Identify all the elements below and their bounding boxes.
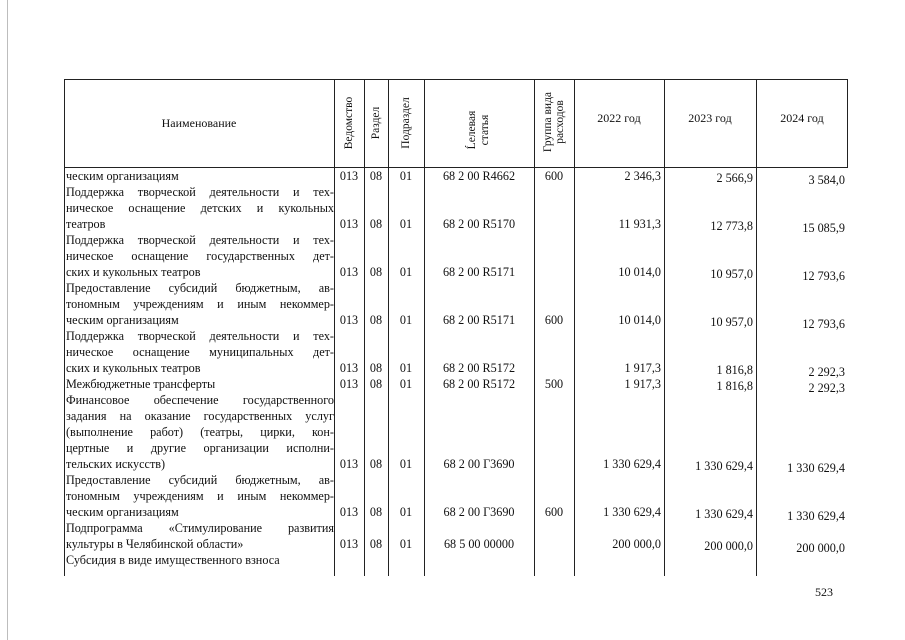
column-border <box>574 79 575 576</box>
row-name-line: Финансовое обеспечение государственного <box>66 393 334 407</box>
row-name-line: тономным учреждениям и иным некоммер- <box>66 489 334 503</box>
row-value-2022: 200 000,0 <box>612 537 661 551</box>
row-name-line: тономным учреждениям и иным некоммер- <box>66 297 334 311</box>
row-value-2023: 1 816,8 <box>716 379 753 393</box>
row-razdel: 08 <box>369 265 383 279</box>
row-vedomstvo: 013 <box>339 265 359 279</box>
row-name <box>66 184 334 232</box>
row-value-2023: 2 566,9 <box>716 171 753 185</box>
row-name-line: Подпрограмма «Стимулирование развития <box>66 521 334 535</box>
row-name-line: Субсидия в виде имущественного взноса <box>66 553 280 567</box>
row-name-line: (выполнение работ) (театры, цирки, кон- <box>66 425 334 439</box>
row-razdel: 08 <box>369 505 383 519</box>
row-value-2023: 10 957,0 <box>710 315 753 329</box>
row-name-line: ческим организациям <box>66 313 179 327</box>
header-razdel-label: Раздел <box>370 106 382 140</box>
row-vedomstvo: 013 <box>339 217 359 231</box>
row-podrazdel: 01 <box>399 537 413 551</box>
row-razdel: 08 <box>369 537 383 551</box>
row-value-2022: 2 346,3 <box>624 169 661 183</box>
header-group-line1: Группа вида <box>542 91 554 153</box>
scan-edge-line <box>7 0 8 640</box>
row-group: 600 <box>544 505 564 519</box>
row-name-line: ническое оснащение государственных дет- <box>66 249 334 263</box>
row-vedomstvo: 013 <box>339 169 359 183</box>
row-value-2024: 12 793,6 <box>802 269 845 283</box>
header-bottom-border <box>64 167 848 168</box>
row-razdel: 08 <box>369 169 383 183</box>
header-vedomstvo-label: Ведомство <box>343 96 355 150</box>
row-name <box>66 520 334 552</box>
row-value-2023: 1 816,8 <box>716 363 753 377</box>
row-name-line: Предоставление субсидий бюджетным, ав- <box>66 473 334 487</box>
row-podrazdel: 01 <box>399 361 413 375</box>
row-name-line: театров <box>66 217 106 231</box>
row-target: 68 2 00 R5171 <box>442 265 516 279</box>
row-vedomstvo: 013 <box>339 313 359 327</box>
row-name-line: ских и кукольных театров <box>66 361 201 375</box>
row-podrazdel: 01 <box>399 169 413 183</box>
row-vedomstvo: 013 <box>339 537 359 551</box>
row-value-2023: 200 000,0 <box>704 539 753 553</box>
header-target <box>424 79 534 167</box>
row-razdel: 08 <box>369 457 383 471</box>
row-group: 600 <box>544 169 564 183</box>
row-name-line: Поддержка творческой деятельности и тех- <box>66 233 334 247</box>
row-name-line: ническое оснащение муниципальных дет- <box>66 345 334 359</box>
row-name-line: Поддержка творческой деятельности и тех- <box>66 329 334 343</box>
row-target: 68 2 00 Г3690 <box>443 457 515 471</box>
row-razdel: 08 <box>369 361 383 375</box>
row-name <box>66 280 334 328</box>
row-name-line: Предоставление субсидий бюджетным, ав- <box>66 281 334 295</box>
budget-table <box>64 79 848 576</box>
row-name <box>66 376 334 392</box>
row-name-line: цертные и другие организации исполни- <box>66 441 334 455</box>
column-border <box>847 79 848 168</box>
header-2024: 2024 год <box>780 111 824 125</box>
row-vedomstvo: 013 <box>339 505 359 519</box>
row-podrazdel: 01 <box>399 377 413 391</box>
column-border <box>64 79 65 576</box>
row-value-2023: 1 330 629,4 <box>695 507 753 521</box>
row-name <box>66 472 334 520</box>
header-podrazdel-label: Подраздел <box>400 97 412 149</box>
row-name <box>66 552 334 568</box>
row-value-2024: 3 584,0 <box>808 173 845 187</box>
row-name-line: ническое оснащение детских и кукольных <box>66 201 334 215</box>
row-value-2022: 10 014,0 <box>618 265 661 279</box>
header-podrazdel <box>388 79 424 167</box>
column-border <box>334 79 335 576</box>
row-name-line: задания на оказание государственных услуг <box>66 409 334 423</box>
row-target: 68 2 00 R4662 <box>442 169 516 183</box>
row-value-2022: 1 917,3 <box>624 361 661 375</box>
row-podrazdel: 01 <box>399 457 413 471</box>
row-name-line: ческим организациям <box>66 169 179 183</box>
header-vedomstvo <box>334 79 364 167</box>
header-group <box>534 79 574 167</box>
row-name <box>66 232 334 280</box>
row-razdel: 08 <box>369 313 383 327</box>
row-value-2024: 1 330 629,4 <box>787 461 845 475</box>
row-target: 68 2 00 Г3690 <box>443 505 515 519</box>
row-vedomstvo: 013 <box>339 361 359 375</box>
row-razdel: 08 <box>369 217 383 231</box>
header-group-label <box>542 79 566 165</box>
row-target: 68 2 00 R5172 <box>442 377 516 391</box>
row-name <box>66 328 334 376</box>
column-border <box>424 79 425 576</box>
header-target-line2: статья <box>479 114 491 146</box>
row-value-2022: 1 917,3 <box>624 377 661 391</box>
header-target-label <box>466 87 492 173</box>
table-top-border <box>64 79 848 80</box>
row-value-2022: 1 330 629,4 <box>603 505 661 519</box>
row-name-line: тельских искусств) <box>66 457 166 471</box>
header-name: Наименование <box>161 116 237 130</box>
row-value-2024: 2 292,3 <box>808 381 845 395</box>
column-border <box>388 79 389 576</box>
header-2023: 2023 год <box>688 111 732 125</box>
row-podrazdel: 01 <box>399 265 413 279</box>
header-group-line2: расходов <box>554 100 566 144</box>
header-2022: 2022 год <box>597 111 641 125</box>
row-group: 600 <box>544 313 564 327</box>
column-border <box>756 79 757 576</box>
row-value-2024: 200 000,0 <box>796 541 845 555</box>
row-value-2023: 1 330 629,4 <box>695 459 753 473</box>
row-podrazdel: 01 <box>399 505 413 519</box>
header-razdel <box>364 79 388 167</box>
row-target: 68 2 00 R5170 <box>442 217 516 231</box>
row-name-line: ческим организациям <box>66 505 179 519</box>
row-podrazdel: 01 <box>399 217 413 231</box>
row-value-2023: 10 957,0 <box>710 267 753 281</box>
row-name-line: Межбюджетные трансферты <box>66 377 216 391</box>
row-group: 500 <box>544 377 564 391</box>
row-vedomstvo: 013 <box>339 457 359 471</box>
row-value-2022: 11 931,3 <box>618 217 661 231</box>
page-number: 523 <box>815 585 833 599</box>
row-name <box>66 168 334 184</box>
row-value-2022: 10 014,0 <box>618 313 661 327</box>
row-value-2024: 2 292,3 <box>808 365 845 379</box>
row-value-2022: 1 330 629,4 <box>603 457 661 471</box>
row-value-2024: 15 085,9 <box>802 221 845 235</box>
row-podrazdel: 01 <box>399 313 413 327</box>
column-border <box>534 79 535 576</box>
row-value-2024: 1 330 629,4 <box>787 509 845 523</box>
row-name <box>66 392 334 472</box>
column-border <box>364 79 365 576</box>
row-target: 68 2 00 R5172 <box>442 361 516 375</box>
row-name-line: Поддержка творческой деятельности и тех- <box>66 185 334 199</box>
row-value-2024: 12 793,6 <box>802 317 845 331</box>
row-target: 68 2 00 R5171 <box>442 313 516 327</box>
row-value-2023: 12 773,8 <box>710 219 753 233</box>
row-razdel: 08 <box>369 377 383 391</box>
row-name-line: культуры в Челябинской области» <box>66 537 244 551</box>
header-target-line1: Ĺелевая <box>466 110 478 150</box>
row-target: 68 5 00 00000 <box>443 537 515 551</box>
row-vedomstvo: 013 <box>339 377 359 391</box>
row-name-line: ских и кукольных театров <box>66 265 201 279</box>
column-border <box>664 79 665 576</box>
